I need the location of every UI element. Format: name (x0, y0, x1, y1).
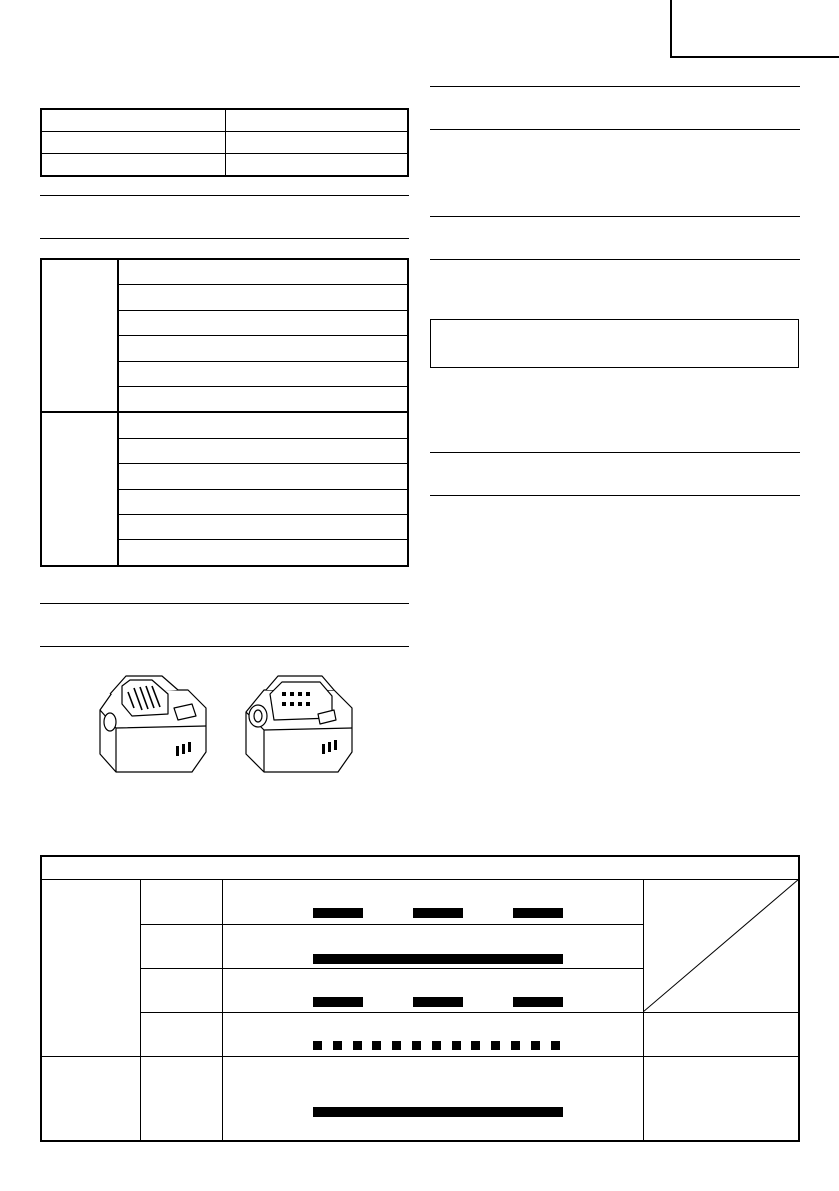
notice-box (430, 319, 799, 368)
blink-pattern-square (452, 1041, 461, 1050)
table-cell (118, 259, 408, 285)
battery-pack-icon (238, 672, 358, 778)
section-rule (40, 603, 409, 604)
row-note (644, 1013, 798, 1056)
steady-pattern-bar (313, 954, 563, 964)
lamp-label (141, 1013, 222, 1056)
page-tab-marker (670, 0, 839, 58)
section-rule (430, 129, 800, 130)
table-cell (226, 132, 409, 154)
table-cell (118, 438, 408, 463)
indicator-table (40, 855, 800, 1142)
blink-pattern-square (412, 1041, 421, 1050)
blink-pattern-square (471, 1041, 480, 1050)
table-cell (118, 489, 408, 514)
blink-pattern-bar (313, 908, 363, 918)
table-row (41, 109, 408, 132)
table-cell (118, 386, 408, 412)
blink-pattern-square (432, 1041, 441, 1050)
table-cell (118, 540, 408, 566)
table-row (41, 259, 408, 285)
group-label (41, 412, 118, 565)
lamp-label (141, 880, 222, 924)
section-rule (40, 646, 409, 647)
table-cell (118, 514, 408, 539)
row-group-label (42, 1057, 140, 1142)
table-cell (226, 154, 409, 177)
blink-pattern-square (491, 1041, 500, 1050)
table-cell (118, 285, 408, 310)
table-cell (41, 154, 226, 177)
row-note (644, 1057, 798, 1142)
group-label (41, 259, 118, 412)
section-rule (40, 195, 409, 196)
steady-pattern-bar (313, 1107, 563, 1117)
blink-pattern-square (551, 1041, 560, 1050)
table-row (41, 132, 408, 154)
section-rule (40, 238, 409, 239)
table-cell (41, 109, 226, 132)
table-cell (41, 132, 226, 154)
table-cell (118, 310, 408, 335)
blink-pattern-square (531, 1041, 540, 1050)
battery-pack-icon (92, 668, 212, 778)
lamp-label (141, 1057, 222, 1142)
blink-pattern-square (353, 1041, 362, 1050)
table-cell (118, 336, 408, 361)
section-rule (430, 452, 800, 453)
blink-pattern-square (313, 1041, 322, 1050)
section-rule (430, 259, 800, 260)
blink-pattern-bar (513, 908, 563, 918)
blink-pattern-bar (413, 997, 463, 1007)
section-rule (430, 86, 800, 87)
table-cell (226, 109, 409, 132)
indicator-table-title (42, 857, 798, 879)
blink-pattern-square (372, 1041, 381, 1050)
section-rule (430, 495, 800, 496)
table-cell (118, 464, 408, 489)
spec-table (40, 108, 409, 177)
blink-pattern-square (392, 1041, 401, 1050)
table-cell (118, 412, 408, 438)
table-row (41, 154, 408, 177)
lamp-label (141, 969, 222, 1012)
not-applicable-diagonal (643, 879, 799, 1013)
table-row (41, 412, 408, 438)
blink-pattern-square (333, 1041, 342, 1050)
table-divider (222, 879, 223, 1142)
lamp-label (141, 925, 222, 968)
table-cell (118, 361, 408, 386)
row-group-label (42, 880, 140, 1056)
blink-pattern-square (511, 1041, 520, 1050)
section-rule (430, 216, 800, 217)
blink-pattern-bar (513, 997, 563, 1007)
battery-table (40, 258, 409, 567)
blink-pattern-bar (313, 997, 363, 1007)
blink-pattern-bar (413, 908, 463, 918)
